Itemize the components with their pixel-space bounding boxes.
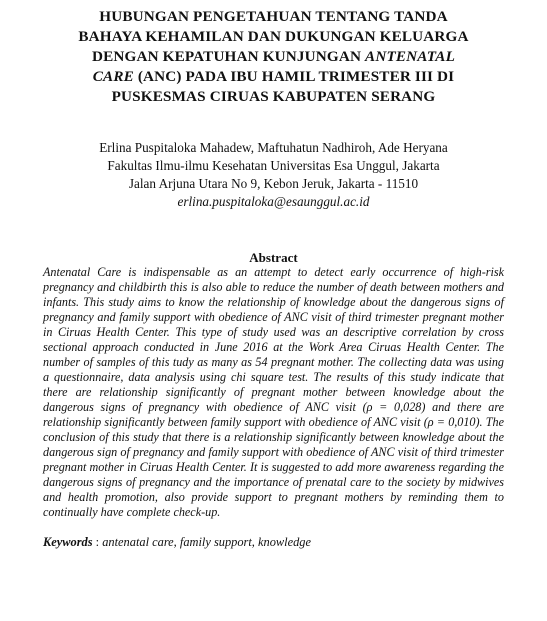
keywords-separator: :	[92, 535, 103, 549]
title-italic-antenatal: ANTENATAL	[365, 48, 456, 65]
author-affiliation: Fakultas Ilmu-ilmu Kesehatan Universitas Esa Unggul, Jakarta	[107, 158, 440, 173]
title-line-2: BAHAYA KEHAMILAN DAN DUKUNGAN KELUARGA	[78, 28, 469, 45]
abstract-text: Antenatal Care is indispensable as an attempt to detect early occurrence of high-risk pregnancy and childbirth this is also able to reduce the number of death between mothers and infants. This study aims to know the relationship of knowledge about the dangerous signs of pregnancy and family support with obedience of ANC visit of third trimester pregnant mother in Ciruas Health Center. This type of study used was an descriptive correlation by cross sectional approach conducted in June 2016 at the Work Area Ciruas Health Center. The number of samples of this tudy as many as 54 pregnant mother. The collecting data was using a questionnaire, data analysis using chi square test. The results of this study indicate that there are relationship significantly of pregnant mother between knowledge about the dangerous signs of pregnancy with obedience of ANC visit (ρ = 0,028) and there are relationship significantly between family support with obedience of ANC visit (ρ = 0,010). The conclusion of this study that there is a relationship significantly between knowledge about the dangerous sign of pregnancy and family support with obedience of ANC visit of third trimester pregnant mother in Ciruas Health Center. It is suggested to add more awareness regarding the dangerous signs of pregnancy and the importance of prenatal care to the society by midwives and health promotion, also provide support to pregnant mothers by reminding them to continually have complete check-up.	[43, 265, 504, 519]
paper-title	[43, 0, 504, 107]
keywords-text: antenatal care, family support, knowledge	[102, 535, 311, 549]
title-line-1: HUBUNGAN PENGETAHUAN TENTANG TANDA	[99, 8, 448, 25]
title-line-3-text: DENGAN KEPATUHAN KUNJUNGAN	[91, 48, 362, 65]
author-block	[43, 139, 504, 211]
title-line-3	[43, 47, 504, 67]
title-italic-care: CARE	[92, 68, 134, 85]
title-line-4-text: (ANC) PADA IBU HAMIL TRIMESTER III DI	[137, 68, 455, 85]
abstract-heading: Abstract	[249, 250, 298, 265]
keywords-label: Keywords	[43, 535, 93, 549]
title-line-5: PUSKESMAS CIRUAS KABUPATEN SERANG	[111, 88, 436, 105]
title-line-4	[43, 67, 504, 87]
author-names: Erlina Puspitaloka Mahadew, Maftuhatun Nadhiroh, Ade Heryana	[99, 140, 448, 155]
keywords-line	[43, 535, 504, 550]
author-email: erlina.puspitaloka@esaunggul.ac.id	[177, 194, 370, 209]
author-address: Jalan Arjuna Utara No 9, Kebon Jeruk, Jakarta - 11510	[128, 176, 419, 191]
